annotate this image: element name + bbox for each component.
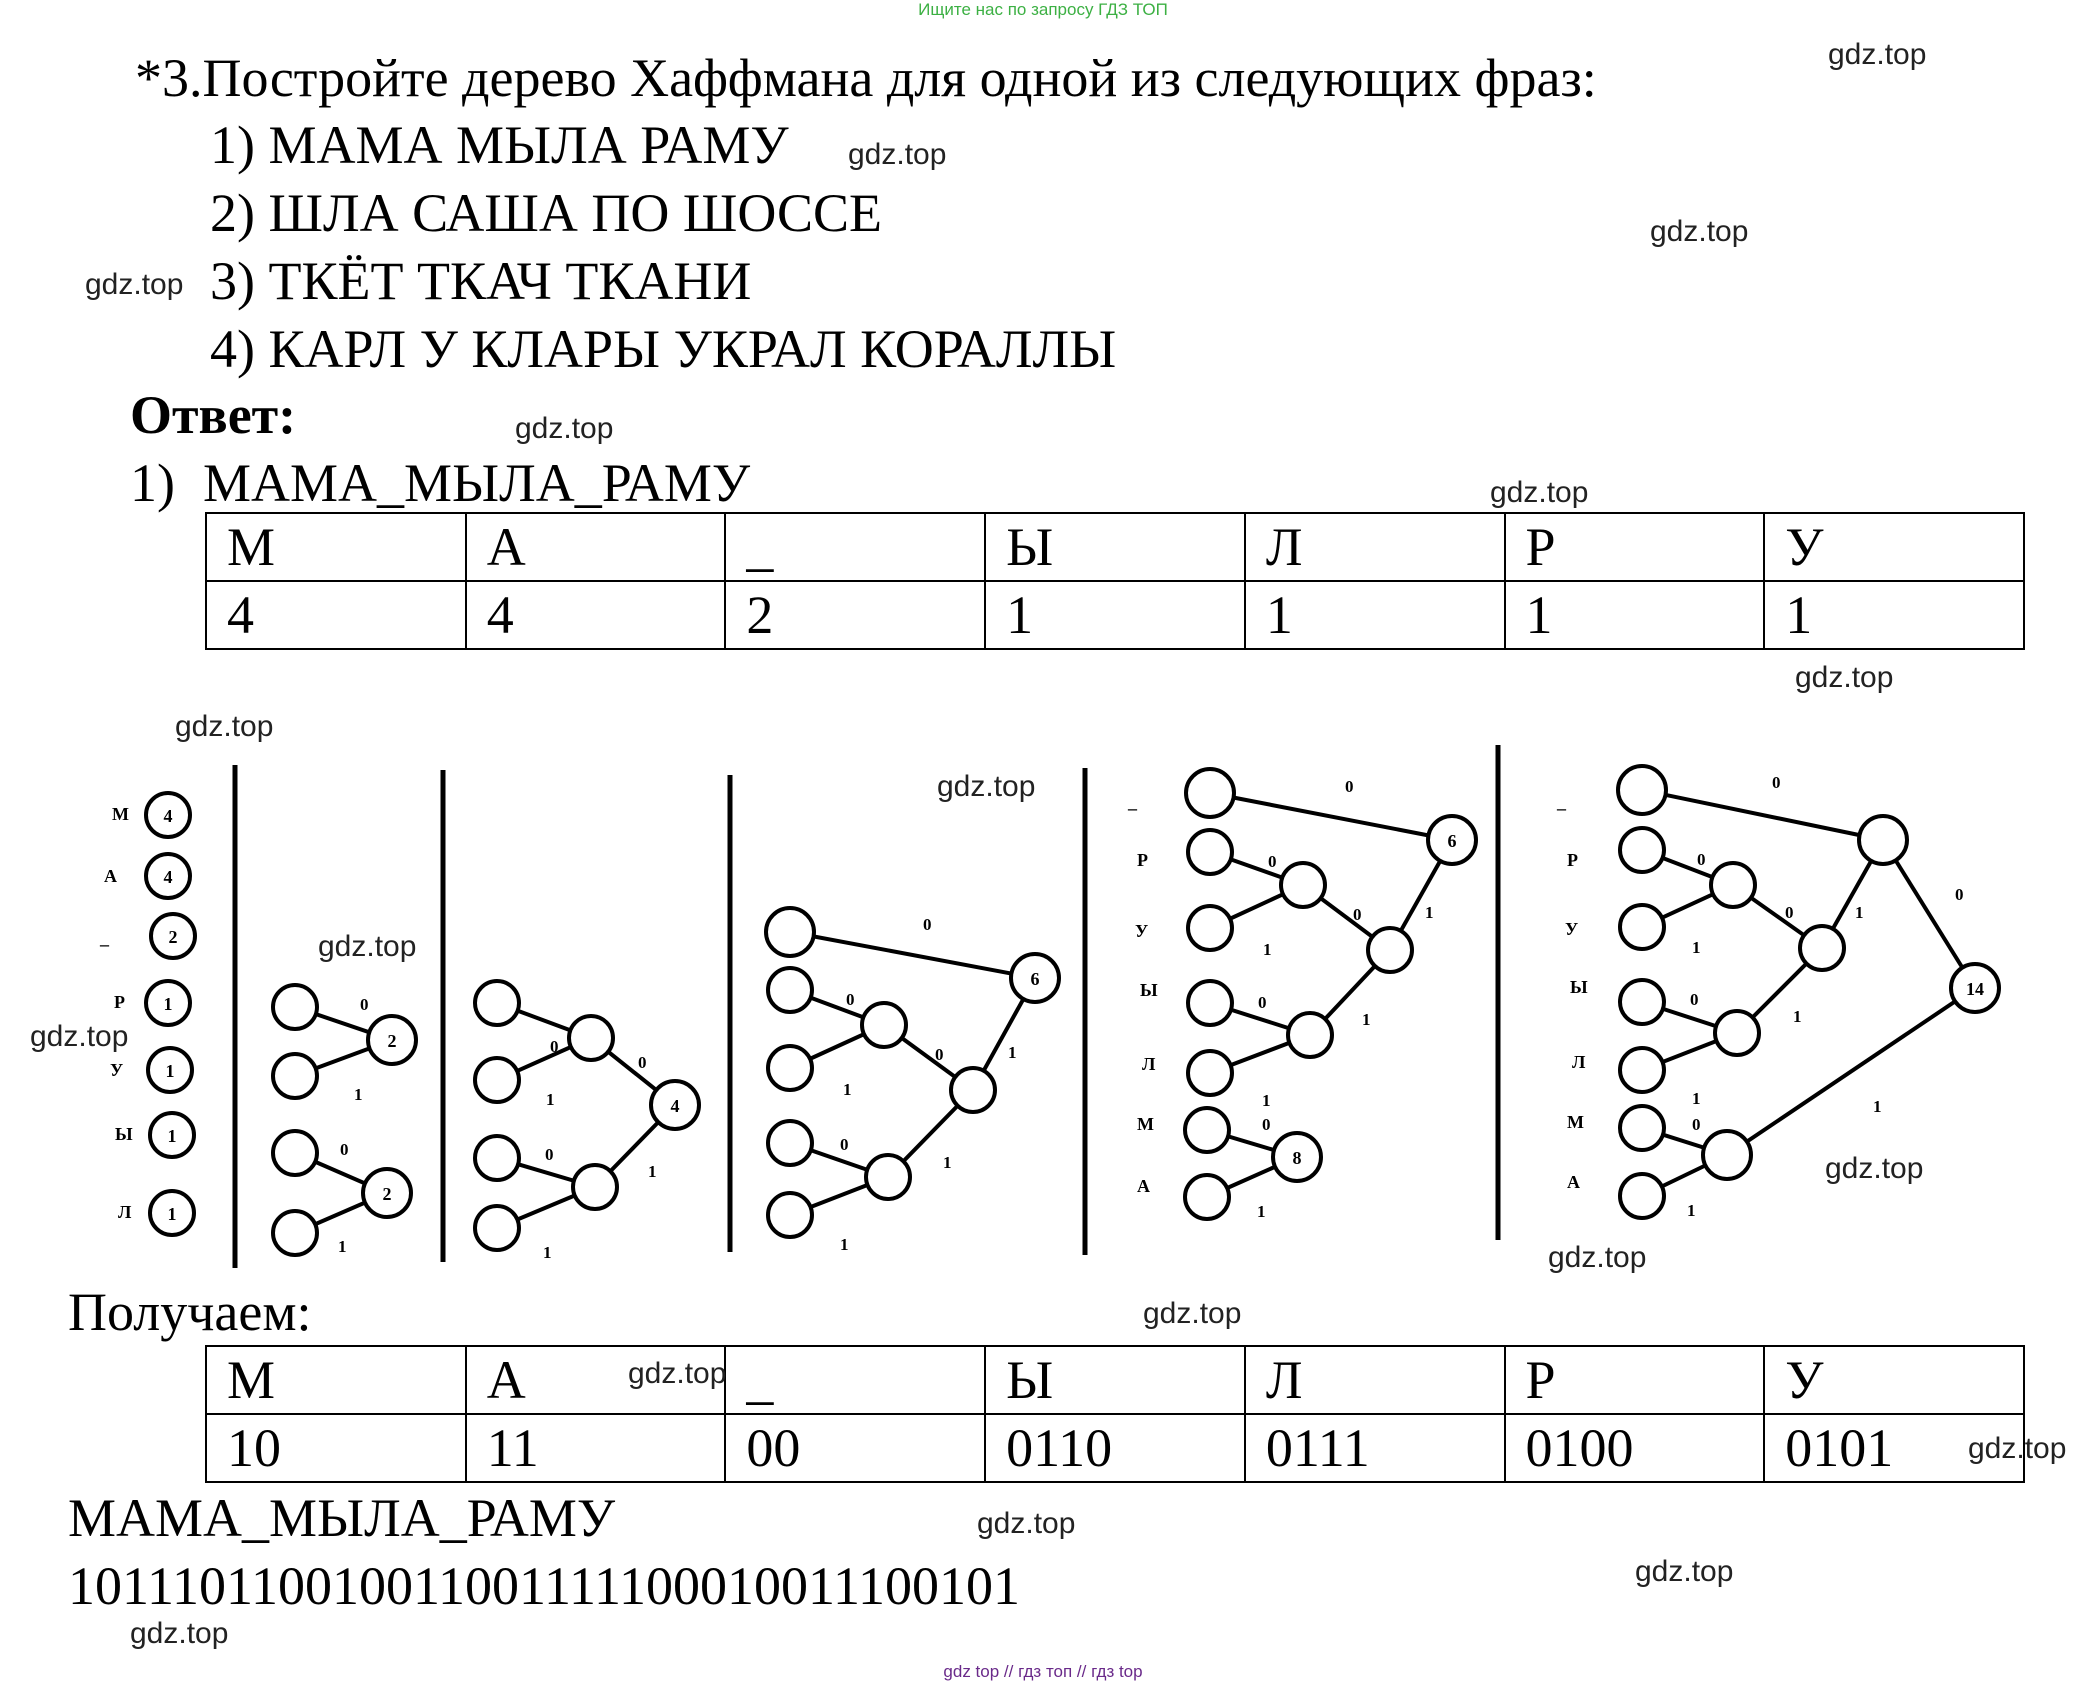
freq-letter-cell: А (466, 513, 726, 581)
edge-bit: 1 (354, 1085, 363, 1104)
stage6-label: Ы (1570, 977, 1588, 997)
stage6-label: _ (1557, 792, 1566, 812)
code-letter-cell: М (206, 1346, 466, 1414)
stage1-value: 2 (168, 927, 178, 947)
stage6-label: У (1565, 919, 1579, 939)
code-letter-cell: Р (1505, 1346, 1765, 1414)
item-phrase: МАМА_МЫЛА_РАМУ (203, 453, 751, 513)
edge-bit: 1 (1362, 1010, 1371, 1029)
edge-bit: 0 (1268, 852, 1277, 871)
stage1-label: Р (114, 992, 125, 1012)
edge-bit: 1 (543, 1243, 552, 1262)
watermark: gdz.top (1828, 38, 1927, 71)
stage1-label: А (104, 866, 117, 886)
watermark: gdz.top (628, 1357, 727, 1390)
stage5-label: М (1137, 1114, 1154, 1134)
freq-letter-cell: Р (1505, 513, 1765, 581)
watermark: gdz.top (977, 1507, 1076, 1540)
watermark: gdz.top (1825, 1152, 1924, 1185)
stage5-label: У (1135, 921, 1149, 941)
stage1-leaves (99, 793, 195, 1235)
code-value-cell: 0101 (1764, 1414, 2024, 1482)
stage4-subtree (766, 908, 1059, 1254)
stage6-label: Л (1572, 1052, 1586, 1072)
stage5-label: Р (1137, 850, 1148, 870)
freq-letter-cell: Ы (985, 513, 1245, 581)
freq-count-cell: 1 (1505, 581, 1765, 649)
stage1-value: 4 (163, 867, 173, 887)
phrase-3: 3) ТКЁТ ТКАЧ ТКАНИ (210, 251, 752, 311)
encoded-phrase: МАМА_МЫЛА_РАМУ (68, 1488, 616, 1548)
edge-bit: 1 (1425, 903, 1434, 922)
edge-bit: 0 (340, 1140, 349, 1159)
watermark: gdz.top (1548, 1241, 1647, 1274)
stage1-value: 1 (165, 1061, 175, 1081)
edge-bit: 0 (923, 915, 932, 934)
watermark: gdz.top (130, 1617, 229, 1650)
freq-letter-cell: _ (725, 513, 985, 581)
freq-letter-cell: М (206, 513, 466, 581)
edge-bit: 0 (846, 990, 855, 1009)
stage1-value: 4 (163, 806, 173, 826)
node-value: 2 (382, 1184, 392, 1204)
code-letter-cell: У (1764, 1346, 2024, 1414)
edge-bit: 1 (843, 1080, 852, 1099)
node-value: 6 (1447, 831, 1457, 851)
freq-letter-cell: У (1764, 513, 2024, 581)
watermark: gdz.top (515, 412, 614, 445)
task-title: *3.Постройте дерево Хаффмана для одной из следующих фраз: (135, 48, 1597, 108)
edge-bit: 0 (1353, 905, 1362, 924)
code-letter-cell: Ы (985, 1346, 1245, 1414)
stage1-value: 1 (167, 1126, 177, 1146)
watermark: gdz.top (937, 770, 1036, 803)
edge-bit: 1 (1692, 1089, 1701, 1108)
edge-bit: 0 (1262, 1115, 1271, 1134)
edge-bit: 0 (1772, 773, 1781, 792)
watermark: gdz.top (1795, 661, 1894, 694)
edge-bit: 0 (1955, 885, 1964, 904)
watermark: gdz.top (175, 710, 274, 743)
footer-watermark: gdz top // гдз топ // гдз top (943, 1662, 1143, 1681)
edge-bit: 0 (550, 1037, 559, 1056)
stage1-label: М (112, 804, 129, 824)
edge-bit: 1 (546, 1090, 555, 1109)
edge-bit: 1 (1692, 938, 1701, 957)
stage1-label: Л (118, 1202, 132, 1222)
edge-bit: 1 (1263, 940, 1272, 959)
code-letters-row (206, 1346, 2024, 1414)
stage1-label: _ (100, 928, 109, 948)
edge-bit: 1 (840, 1235, 849, 1254)
freq-count-cell: 1 (1245, 581, 1505, 649)
stage1-value: 1 (163, 994, 173, 1014)
stage6-label: М (1567, 1112, 1584, 1132)
freq-count-cell: 1 (985, 581, 1245, 649)
stage5-label: Л (1142, 1054, 1156, 1074)
stage2-subtrees (273, 985, 416, 1256)
edge-bit: 1 (1873, 1097, 1882, 1116)
edge-bit: 1 (648, 1162, 657, 1181)
edge-bit: 1 (1008, 1043, 1017, 1062)
edge-bit: 1 (1855, 903, 1864, 922)
freq-count-cell: 1 (1764, 581, 2024, 649)
freq-letter-cell: Л (1245, 513, 1505, 581)
stage5-label: А (1137, 1176, 1150, 1196)
node-value: 2 (387, 1031, 397, 1051)
node-value: 6 (1030, 969, 1040, 989)
stage6-label: А (1567, 1172, 1580, 1192)
phrase-1: 1) МАМА МЫЛА РАМУ (210, 115, 789, 175)
edge-bit: 0 (1692, 1115, 1701, 1134)
stage1-label: У (110, 1060, 124, 1080)
item-label: 1) (130, 453, 175, 513)
edge-bit: 1 (1793, 1007, 1802, 1026)
stage5-subtrees (1127, 769, 1476, 1221)
answer-label: Ответ: (130, 385, 297, 445)
edge-bit: 1 (338, 1237, 347, 1256)
code-value-cell: 10 (206, 1414, 466, 1482)
phrase-2: 2) ШЛА САША ПО ШОССЕ (210, 183, 883, 243)
code-value-cell: 0100 (1505, 1414, 1765, 1482)
watermark: gdz.top (85, 268, 184, 301)
stage5-label: _ (1128, 792, 1137, 812)
watermark: gdz.top (1635, 1555, 1734, 1588)
edge-bit: 0 (638, 1053, 647, 1072)
code-value-cell: 11 (466, 1414, 726, 1482)
edge-bit: 0 (1345, 777, 1354, 796)
encoded-bits: 10111011001001100111110001001110010​1 (68, 1556, 1020, 1616)
stage6-full-tree (1556, 766, 1999, 1220)
watermark: gdz.top (848, 138, 947, 171)
edge-bit: 0 (360, 995, 369, 1014)
edge-bit: 0 (935, 1045, 944, 1064)
edge-bit: 0 (545, 1145, 554, 1164)
code-letter-cell: Л (1245, 1346, 1505, 1414)
node-value: 4 (670, 1096, 680, 1116)
edge-bit: 1 (1687, 1201, 1696, 1220)
code-value-cell: 0110 (985, 1414, 1245, 1482)
freq-count-cell: 4 (466, 581, 726, 649)
root-value: 14 (1966, 979, 1984, 999)
watermark: gdz.top (30, 1020, 129, 1053)
freq-count-cell: 4 (206, 581, 466, 649)
stage1-value: 1 (167, 1204, 177, 1224)
node-value: 8 (1292, 1148, 1302, 1168)
edge-bit: 0 (1785, 903, 1794, 922)
watermark: gdz.top (1490, 476, 1589, 509)
watermark: gdz.top (318, 930, 417, 963)
code-letter-cell: _ (725, 1346, 985, 1414)
edge-bit: 1 (943, 1153, 952, 1172)
stage5-label: Ы (1140, 980, 1158, 1000)
code-table (205, 1345, 2025, 1483)
edge-bit: 0 (1690, 990, 1699, 1009)
freq-count-cell: 2 (725, 581, 985, 649)
code-value-cell: 0111 (1245, 1414, 1505, 1482)
edge-bit: 0 (840, 1135, 849, 1154)
watermark: gdz.top (1968, 1432, 2067, 1465)
edge-bit: 1 (1262, 1091, 1271, 1110)
result-label: Получаем: (68, 1282, 312, 1342)
phrase-4: 4) КАРЛ У КЛАРЫ УКРАЛ КОРАЛЛЫ (210, 319, 1117, 379)
watermark: gdz.top (1650, 215, 1749, 248)
top-banner: Ищите нас по запросу ГДЗ ТОП (918, 0, 1168, 19)
stage1-label: Ы (115, 1124, 133, 1144)
code-letter-cell: А (466, 1346, 726, 1414)
stage3-subtree (475, 981, 699, 1262)
code-values-row (206, 1414, 2024, 1482)
watermark: gdz.top (1143, 1297, 1242, 1330)
stage6-label: Р (1567, 850, 1578, 870)
edge-bit: 0 (1258, 993, 1267, 1012)
edge-bit: 1 (1257, 1202, 1266, 1221)
edge-bit: 0 (1697, 850, 1706, 869)
code-value-cell: 00 (725, 1414, 985, 1482)
